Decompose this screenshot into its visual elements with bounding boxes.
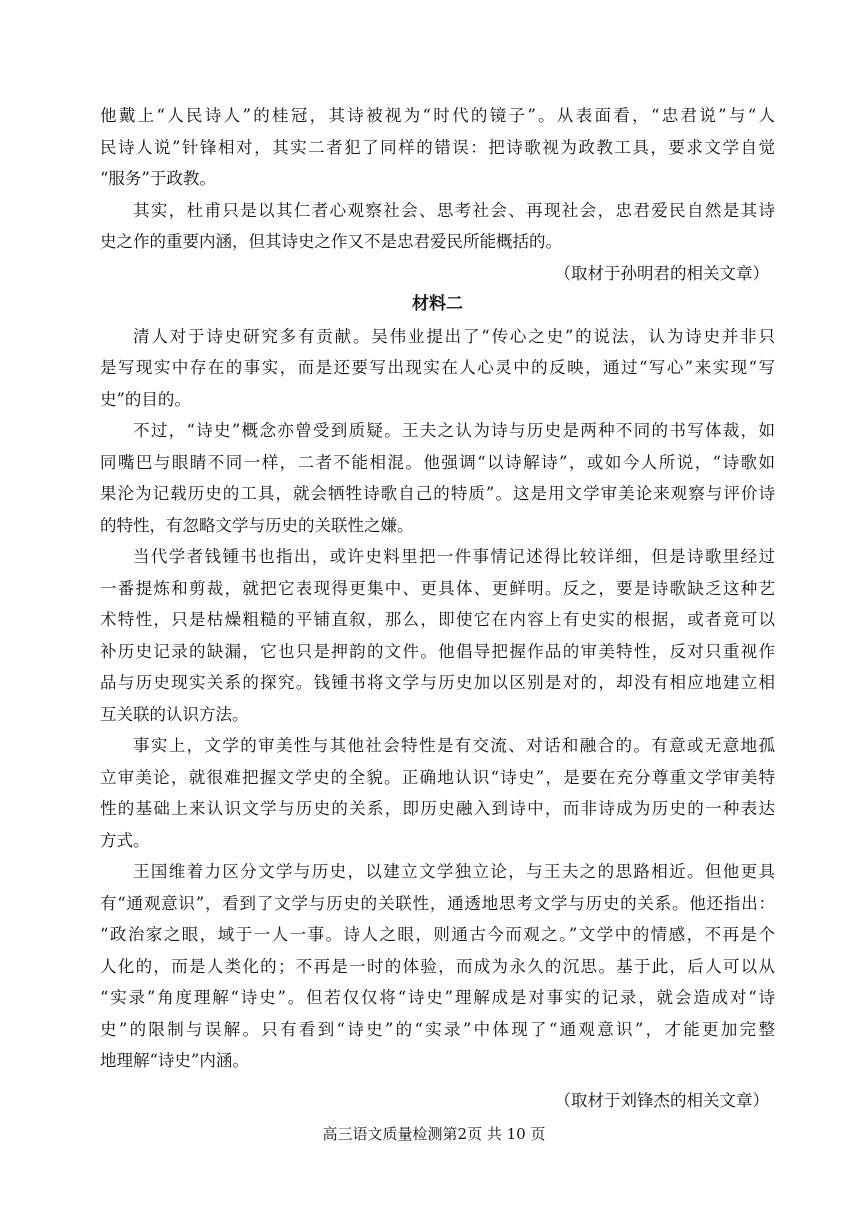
text-line: 史之作的重要内涵，但其诗史之作又不是忠君爱民所能概括的。 bbox=[100, 232, 562, 251]
text-line: “政治家之眼，域于一人一事。诗人之眼，则通古今而观之。”文学中的情感，不再是个 bbox=[100, 925, 775, 944]
text-line: 品与历史现实关系的探究。钱锺书将文学与历史加以区别是对的，却没有相应地建立相 bbox=[100, 673, 775, 692]
text-line: 立审美论，就很难把握文学史的全貌。正确地认识“诗史”，是要在充分尊重文学审美特 bbox=[100, 767, 775, 787]
material-2-paragraph-5 bbox=[100, 856, 775, 1077]
text-line: 地理解“诗史”内涵。 bbox=[100, 1051, 249, 1070]
paragraph-top bbox=[100, 100, 775, 195]
text-line: 史”的限制与误解。只有看到“诗史”的“实录”中体现了“通观意识”，才能更加完整 bbox=[100, 1019, 775, 1039]
material-2-paragraph-2 bbox=[100, 415, 775, 541]
text-line: 互关联的认识方法。 bbox=[100, 704, 249, 724]
text-line: 方式。 bbox=[100, 830, 150, 850]
text-line: 清人对于诗史研究多有贡献。吴伟业提出了“传心之史”的说法，认为诗史并非只 bbox=[133, 326, 775, 346]
paragraph-2 bbox=[100, 195, 775, 258]
text-line: “实录”角度理解“诗史”。但若仅仅将“诗史”理解成是对事实的记录，就会造成对“诗 bbox=[100, 988, 775, 1007]
text-line: 他戴上“人民诗人”的桂冠，其诗被视为“时代的镜子”。从表面看，“忠君说”与“人 bbox=[100, 106, 775, 125]
text-line: 果沦为记载历史的工具，就会牺牲诗歌自己的特质”。这是用文学审美论来观察与评价诗 bbox=[100, 484, 775, 503]
text-line: 补历史记录的缺漏，它也只是押韵的文件。他倡导把握作品的审美特性，反对只重视作 bbox=[100, 641, 775, 661]
text-line: 一番提炼和剪裁，就把它表现得更集中、更具体、更鲜明。反之，要是诗歌缺乏这种艺 bbox=[100, 578, 775, 598]
text-line: “服务”于政教。 bbox=[100, 169, 216, 188]
material-2-paragraph-1 bbox=[100, 321, 775, 416]
text-line: 是写现实中存在的事实，而是还要写出现实在人心灵中的反映，通过“写心”来实现“写 bbox=[100, 358, 775, 377]
text-line: 人化的，而是人类化的；不再是一时的体验，而成为永久的沉思。基于此，后人可以从 bbox=[100, 956, 775, 976]
text-line: 事实上，文学的审美性与其他社会特性是有交流、对话和融合的。有意或无意地孤 bbox=[133, 736, 775, 755]
text-line: 史”的目的。 bbox=[100, 389, 191, 409]
text-line: 王国维着力区分文学与历史，以建立文学独立论，与王夫之的思路相近。但他更具 bbox=[133, 862, 775, 881]
text-line: 的特性，有忽略文学与历史的关联性之嫌。 bbox=[100, 515, 414, 535]
text-line: 其实，杜甫只是以其仁者心观察社会、思考社会、再现社会，忠君爱民自然是其诗 bbox=[133, 200, 775, 220]
text-line: 术特性，只是枯燥粗糙的平铺直叙，那么，即使它在内容上有史实的根据，或者竟可以 bbox=[100, 610, 775, 629]
text-line: 同嘴巴与眼睛不同一样，二者不能相混。他强调“以诗解诗”，或如今人所说，“诗歌如 bbox=[100, 452, 775, 472]
document-body bbox=[100, 100, 775, 1116]
source-citation-1: （取材于孙明君的相关文章） bbox=[554, 263, 769, 283]
text-line: 当代学者钱锺书也指出，或许史料里把一件事情记述得比较详细，但是诗歌里经过 bbox=[133, 547, 775, 566]
material-2-paragraph-4 bbox=[100, 730, 775, 856]
text-line: 民诗人说”针锋相对，其实二者犯了同样的错误：把诗歌视为政教工具，要求文学自觉 bbox=[100, 137, 775, 157]
text-line: 性的基础上来认识文学与历史的关系，即历史融入到诗中，而非诗成为历史的一种表达 bbox=[100, 799, 775, 818]
material-2-paragraph-3 bbox=[100, 541, 775, 730]
text-line: 有“通观意识”，看到了文学与历史的关联性，通透地思考文学与历史的关系。他还指出： bbox=[100, 893, 775, 913]
text-line: 不过，“诗史”概念亦曾受到质疑。王夫之认为诗与历史是两种不同的书写体裁，如 bbox=[133, 421, 775, 440]
source-citation-2: （取材于刘锋杰的相关文章） bbox=[554, 1090, 769, 1110]
section-heading-material-2: 材料二 bbox=[412, 294, 463, 314]
page-footer: 高三语文质量检测第2页 共 10 页 bbox=[322, 1125, 546, 1143]
